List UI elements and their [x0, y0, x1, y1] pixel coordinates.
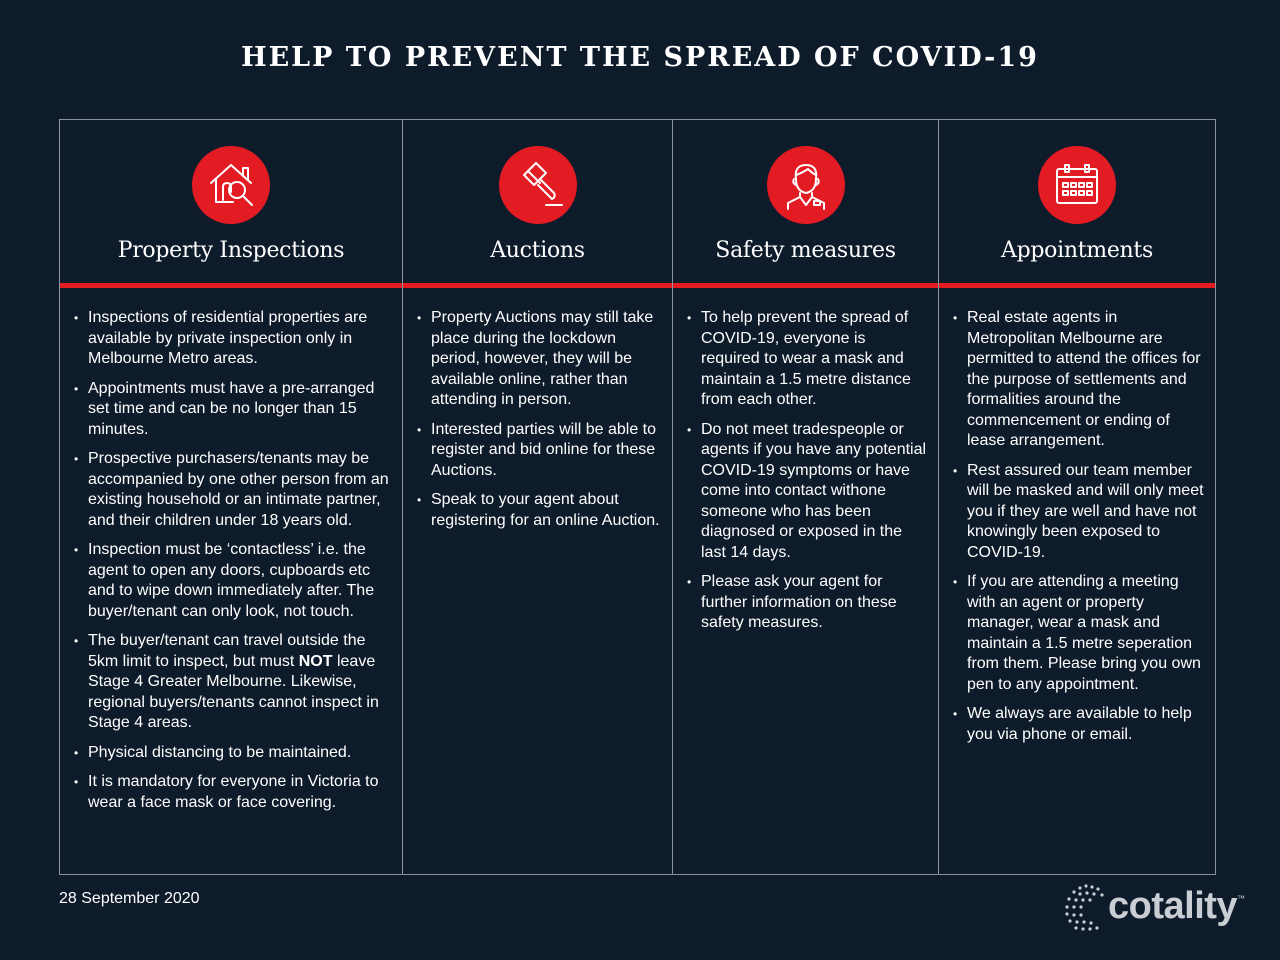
list-item: • If you are attending a meeting with an agent or property manager, wear a mask and maintain a 1.5 metre seperation from them. Please bring you own pen to any appointment. — [953, 572, 1205, 695]
house-search-icon — [192, 146, 270, 224]
list-item: • Please ask your agent for further information on these safety measures. — [687, 572, 928, 634]
list-item: • Inspection must be ‘contactless’ i.e. the agent to open any doors, cupboards etc and to wipe down immediately after. The buyer/tenant can only look, not touch. — [74, 540, 392, 622]
column-title: Appointments — [1001, 238, 1153, 263]
list-item: • The buyer/tenant can travel outside the 5km limit to inspect, but must NOT leave Stage 4 Greater Melbourne. Likewise, regional buyers/tenants cannot inspect in Stage 4 areas. — [74, 631, 392, 734]
list-item: • Speak to your agent about registering for an online Auction. — [417, 490, 662, 531]
calendar-icon — [1038, 146, 1116, 224]
bullet-list — [673, 288, 938, 634]
person-icon — [767, 146, 845, 224]
list-item: • We always are available to help you via phone or email. — [953, 704, 1205, 745]
column-header — [403, 120, 672, 288]
bullet-list — [939, 288, 1215, 745]
list-item: • To help prevent the spread of COVID-19, everyone is required to wear a mask and maintain a 1.5 metre distance from each other. — [687, 308, 928, 411]
bullet-list — [403, 288, 672, 531]
globe-dots-icon — [1060, 878, 1112, 934]
column-safety-measures — [673, 120, 939, 874]
list-item: • Physical distancing to be maintained. — [74, 743, 392, 764]
list-item: • Prospective purchasers/tenants may be accompanied by one other person from an existing household or an intimate partner, and their children under 18 years old. — [74, 449, 392, 531]
list-item: • It is mandatory for everyone in Victoria to wear a face mask or face covering. — [74, 772, 392, 813]
column-title: Auctions — [490, 238, 585, 263]
logo-trademark: ™ — [1237, 894, 1246, 903]
column-title: Safety measures — [715, 238, 896, 263]
column-title: Property Inspections — [117, 238, 345, 263]
list-item: • Do not meet tradespeople or agents if you have any potential COVID-19 symptoms or have come into contact withone someone who has been diagnosed or exposed in the last 14 days. — [687, 420, 928, 564]
column-appointments — [939, 120, 1215, 874]
column-header — [673, 120, 938, 288]
column-auctions — [403, 120, 673, 874]
list-item: • Appointments must have a pre-arranged set time and can be no longer than 15 minutes. — [74, 379, 392, 441]
list-item: • Interested parties will be able to register and bid online for these Auctions. — [417, 420, 662, 482]
list-item: • Inspections of residential properties are available by private inspection only in Melbourne Metro areas. — [74, 308, 392, 370]
list-item: • Real estate agents in Metropolitan Melbourne are permitted to attend the offices for the purpose of settlements and formalities around the commencement or ending of lease arrangement. — [953, 308, 1205, 452]
list-item: • Rest assured our team member will be masked and will only meet you if they are well and have not knowingly been exposed to COVID-19. — [953, 461, 1205, 564]
logo-text: cotality — [1108, 884, 1238, 927]
list-item: • Property Auctions may still take place during the lockdown period, however, they will be available online, rather than attending in person. — [417, 308, 662, 411]
cotality-logo — [1060, 876, 1250, 936]
footer-date: 28 September 2020 — [59, 890, 200, 907]
gavel-icon — [499, 146, 577, 224]
column-property-inspections — [60, 120, 403, 874]
column-header — [60, 120, 402, 288]
page-title: HELP TO PREVENT THE SPREAD OF COVID-19 — [241, 42, 1039, 73]
column-header — [939, 120, 1215, 288]
bullet-list — [60, 288, 402, 813]
info-table — [59, 119, 1216, 875]
